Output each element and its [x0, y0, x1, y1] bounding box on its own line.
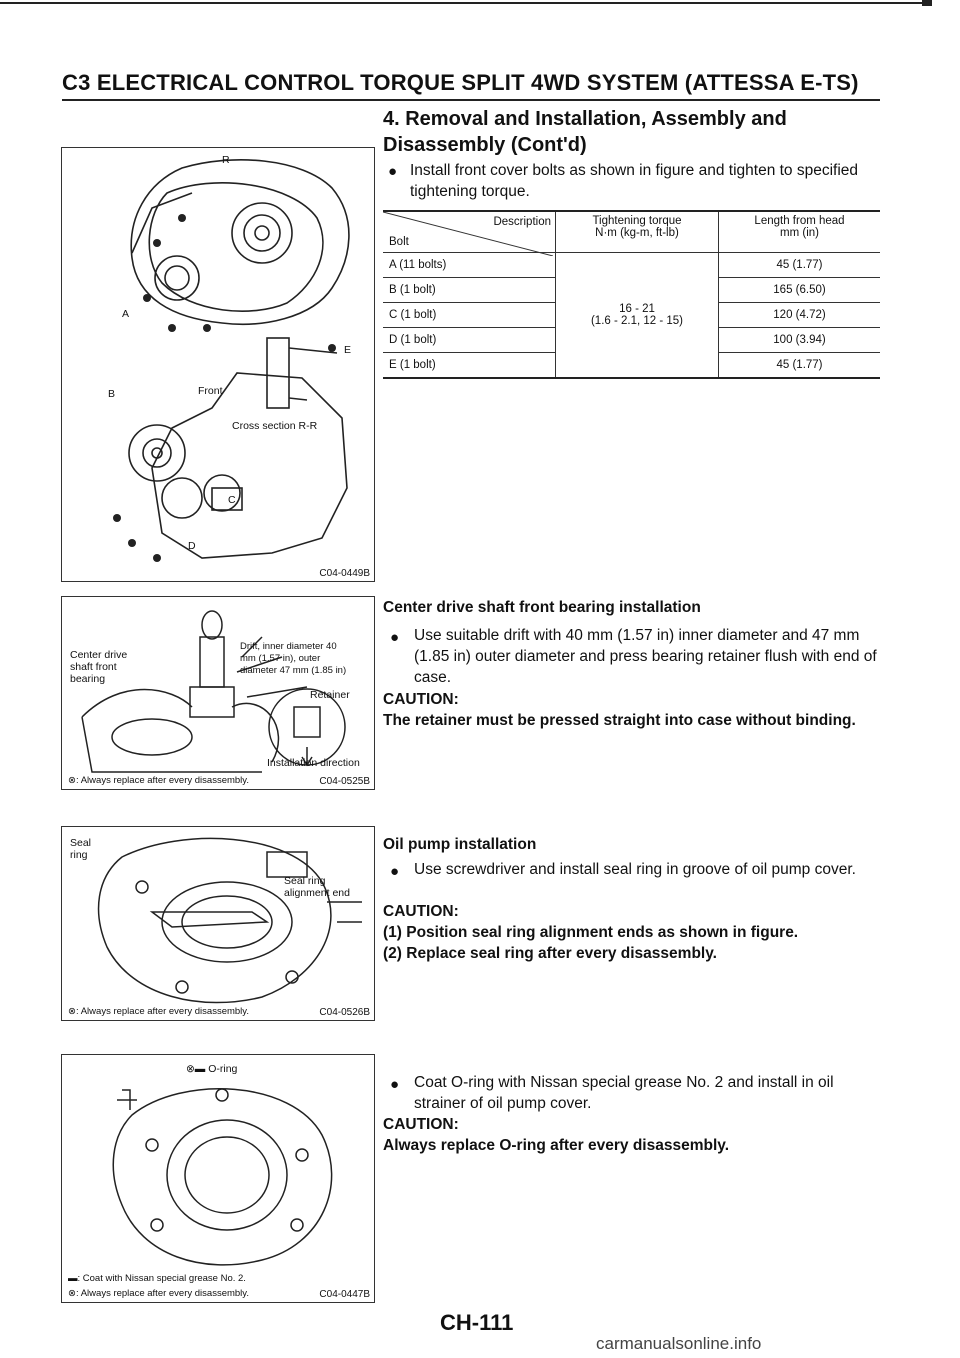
top-rule — [0, 2, 930, 4]
label-shaft-bearing: Center drive shaft front bearing — [70, 649, 128, 685]
torque-value-2: (1.6 - 2.1, 12 - 15) — [590, 315, 684, 327]
length-cell: 165 (6.50) — [719, 278, 881, 303]
length-head-2: mm (in) — [780, 227, 819, 239]
table-row — [383, 253, 880, 278]
bearing-caution-label: CAUTION: — [383, 691, 459, 708]
torque-value-1: 16 - 21 — [619, 303, 655, 315]
bolt-cell: B (1 bolt) — [383, 278, 556, 303]
length-head-1: Length from head — [754, 215, 845, 227]
oilpump-caution-label: CAUTION: — [383, 903, 459, 920]
bullet-icon: ● — [390, 863, 400, 880]
figure-bearing — [61, 596, 375, 790]
figure-oil-pump — [61, 826, 375, 1021]
length-cell: 45 (1.77) — [719, 353, 881, 379]
bolt-cell: E (1 bolt) — [383, 353, 556, 379]
label-drift: Drift, inner diameter 40 mm (1.57 in), outer diameter 47 mm (1.85 in) — [240, 641, 347, 676]
bearing-text: Use suitable drift with 40 mm (1.57 in) inner diameter and 47 mm (1.85 in) outer diameter and press bearing retainer flush with end of case. — [414, 627, 877, 686]
step1-text: Install front cover bolts as shown in figure and tighten to specified tightening torque. — [410, 162, 859, 200]
label-bolt-E: E — [344, 344, 352, 356]
oring-text: Coat O-ring with Nissan special grease No. 2 and install in oil strainer of oil pump cover. — [414, 1074, 834, 1112]
figure-code: C04-0447B — [319, 1289, 370, 1300]
page-header: C3 ELECTRICAL CONTROL TORQUE SPLIT 4WD SYSTEM (ATTESSA E-TS) — [62, 70, 859, 95]
bearing-caution-text: The retainer must be pressed straight into case without binding. — [383, 712, 856, 729]
figure-code: C04-0525B — [319, 776, 370, 787]
oilpump-caution-1: (1) Position seal ring alignment ends as shown in figure. — [383, 924, 799, 941]
oilpump-text: Use screwdriver and install seal ring in groove of oil pump cover. — [414, 861, 856, 878]
table-header-torque — [556, 211, 719, 253]
oilpump-title: Oil pump installation — [383, 836, 537, 853]
label-bolt-D: D — [188, 540, 196, 552]
top-rule-marker — [922, 0, 932, 6]
bolt-cell: D (1 bolt) — [383, 328, 556, 353]
bullet-icon: ● — [388, 163, 398, 180]
label-bolt-B: B — [108, 388, 116, 400]
label-R-top: R — [222, 154, 230, 166]
torque-head-1: Tightening torque — [592, 215, 682, 227]
label-seal-ring: Seal ring — [70, 837, 92, 861]
label-bolt-C: C — [228, 494, 236, 506]
figure-oring — [61, 1054, 375, 1303]
bolt-cell: C (1 bolt) — [383, 303, 556, 328]
table-header-length — [719, 211, 881, 253]
figure-note-grease: ▬: Coat with Nissan special grease No. 2. — [68, 1273, 246, 1284]
figure-front-cover — [61, 147, 375, 582]
bearing-title: Center drive shaft front bearing installation — [383, 599, 701, 616]
length-cell: 120 (4.72) — [719, 303, 881, 328]
oring-caution-text: Always replace O-ring after every disassembly. — [383, 1137, 730, 1154]
bullet-icon: ● — [390, 629, 400, 646]
bolt-cell: A (11 bolts) — [383, 253, 556, 278]
torque-head-2: N·m (kg-m, ft-lb) — [595, 227, 679, 239]
note-text: : Coat with Nissan special grease No. 2. — [77, 1273, 246, 1284]
label-direction: Installation direction — [267, 757, 360, 769]
length-cell: 45 (1.77) — [719, 253, 881, 278]
oilpump-caution-2: (2) Replace seal ring after every disassembly. — [383, 945, 717, 962]
label-retainer: Retainer — [310, 689, 350, 701]
figure-note: ⊗: Always replace after every disassembly. — [68, 775, 249, 786]
label-cross-section: Cross section R-R — [232, 420, 318, 432]
oring-drawing — [62, 1055, 374, 1302]
oring-caution-label: CAUTION: — [383, 1116, 459, 1133]
torque-table — [383, 210, 880, 379]
header-rule — [62, 99, 880, 101]
figure-note-replace: ⊗: Always replace after every disassembly. — [68, 1288, 249, 1299]
front-cover-drawing — [62, 148, 374, 581]
note-text: : Always replace after every disassembly. — [75, 1006, 249, 1017]
figure-code: C04-0449B — [319, 568, 370, 579]
bolt-label: Bolt — [389, 236, 409, 248]
section-title: 4. Removal and Installation, Assembly and Disassembly (Cont'd) — [383, 108, 787, 156]
table-header-row — [383, 211, 880, 253]
page-number: CH-111 — [440, 1310, 514, 1335]
label-front: Front — [198, 385, 223, 397]
table-header-bolt — [383, 211, 556, 253]
label-bolt-A: A — [122, 308, 130, 320]
figure-note: ⊗: Always replace after every disassembly. — [68, 1006, 249, 1017]
torque-cell — [556, 253, 719, 379]
figure-code: C04-0526B — [319, 1007, 370, 1018]
oring-label-text: O-ring — [208, 1063, 238, 1075]
watermark: carmanualsonline.info — [596, 1334, 762, 1353]
label-alignment-end: Seal ring alignment end — [284, 875, 350, 899]
bullet-icon: ● — [390, 1076, 400, 1093]
length-cell: 100 (3.94) — [719, 328, 881, 353]
desc-label: Description — [493, 216, 551, 228]
note-text: : Always replace after every disassembly. — [75, 1288, 249, 1299]
note-text: : Always replace after every disassembly. — [75, 775, 249, 786]
label-oring: ⊗▬ O-ring — [186, 1063, 238, 1075]
